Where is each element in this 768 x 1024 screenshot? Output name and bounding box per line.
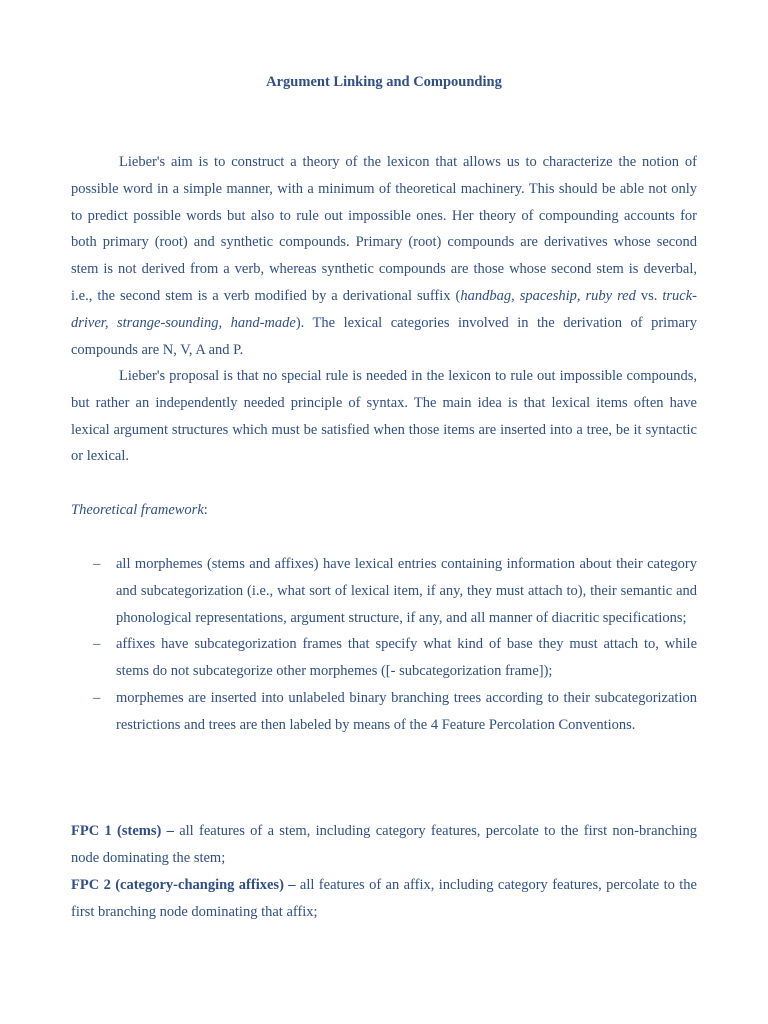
document-title: Argument Linking and Compounding	[266, 74, 502, 90]
list-item-text: all morphemes (stems and affixes) have lexical entries containing information about their category and subcategorization (i.e., what sort of lexical item, if any, they must attach to), their semantic and phonological representations, argument structure, if any, and all manner of diacritic specifications;	[116, 556, 697, 626]
bullet-dash: –	[93, 556, 101, 572]
examples-primary-compounds: handbag, spaceship, ruby red	[460, 287, 636, 304]
fpc2-label: FPC 2 (category-changing affixes) –	[71, 877, 296, 893]
fpc2-definition	[71, 872, 697, 926]
fpc1-definition	[71, 818, 697, 872]
fpc2-text: all features of an affix, including category features, percolate to the first branching node dominating that affix;	[71, 877, 697, 920]
examples-synthetic-compounds: truck-driver, strange-sounding, hand-made	[71, 287, 697, 331]
paragraph-text: Lieber's aim is to construct a theory of the lexicon that allows us to characterize the notion of possible word in a simple manner, with a minimum of theoretical machinery. This should be able not only to predict possible words but also to rule out impossible ones. Her theory of compounding accounts for both primary (root) and synthetic compounds. Primary (root) compounds are derivatives whose second stem is not derived from a verb, whereas synthetic compounds are those whose second stem is deverbal, i.e., the second stem is a verb modified by a derivational suffix (	[71, 154, 697, 304]
paragraph-lieber-proposal: Lieber's proposal is that no special rule is needed in the lexicon to rule out impossible compounds, but rather an independently needed principle of syntax. The main idea is that lexical items often have lexical argument structures which must be satisfied when those items are inserted into a tree, be it syntactic or lexical.	[71, 368, 697, 465]
section-heading	[71, 497, 208, 524]
list-item	[71, 631, 697, 685]
vs-text: vs.	[635, 287, 663, 304]
bullet-dash: –	[93, 636, 101, 653]
bullet-dash: –	[93, 689, 101, 706]
list-item-text: morphemes are inserted into unlabeled binary branching trees according to their subcategorization restrictions and trees are then labeled by means of the 4 Feature Percolation Conventions.	[116, 689, 697, 733]
fpc1-text: all features of a stem, including category features, percolate to the first non-branching node dominating the stem;	[71, 823, 697, 866]
list-item	[71, 551, 697, 631]
framework-bullet-list	[71, 551, 697, 739]
section-heading-text: Theoretical framework	[71, 502, 204, 518]
list-item	[71, 685, 697, 739]
paragraph-lieber-aim	[71, 149, 697, 363]
fpc1-label: FPC 1 (stems) –	[71, 823, 174, 839]
section-heading-colon: :	[203, 502, 208, 518]
list-item-text: affixes have subcategorization frames that specify what kind of base they must attach to, while stems do not subcategorize other morphemes ([- subcategorization frame]);	[116, 636, 697, 680]
paragraph-text-end: ). The lexical categories involved in the derivation of primary compounds are N, V, A and P.	[71, 314, 697, 358]
